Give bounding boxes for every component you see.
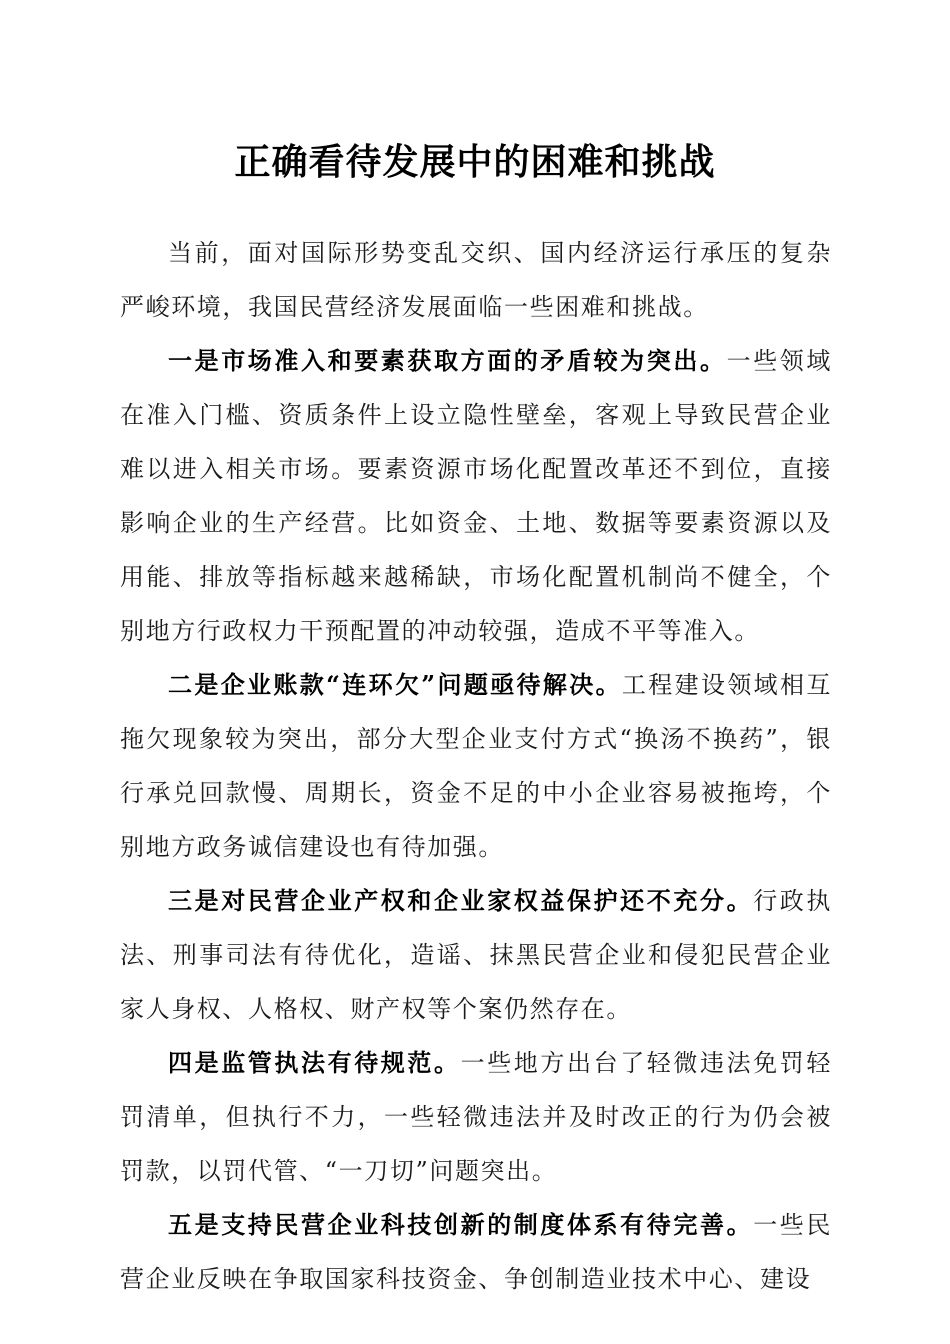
paragraph-1	[120, 334, 832, 658]
intro-paragraph: 当前，面对国际形势变乱交织、国内经济运行承压的复杂严峻环境，我国民营经济发展面临一些困难和挑战。	[120, 239, 832, 321]
paragraph-2-body: 工程建设领域相互拖欠现象较为突出，部分大型企业支付方式“换汤不换药”，银行承兑回款慢、周期长，资金不足的中小企业容易被拖垮，个别地方政务诚信建设也有待加强。	[120, 671, 832, 861]
paragraph-1-lead: 一是市场准入和要素获取方面的矛盾较为突出。	[168, 346, 727, 375]
paragraph-5	[120, 1198, 832, 1306]
document-title: 正确看待发展中的困难和挑战	[234, 141, 716, 183]
paragraph-1-body: 一些领域在准入门槛、资质条件上设立隐性壁垒，客观上导致民营企业难以进入相关市场。要素资源市场化配置改革还不到位，直接影响企业的生产经营。比如资金、土地、数据等要素资源以及用能、排放等指标越来越稀缺，市场化配置机制尚不健全，个别地方行政权力干预配置的冲动较强，造成不平等准入。	[120, 347, 832, 645]
paragraph-3-body: 行政执法、刑事司法有待优化，造谣、抹黑民营企业和侵犯民营企业家人身权、人格权、财产权等个案仍然存在。	[120, 887, 832, 1023]
paragraph-4-body: 一些地方出台了轻微违法免罚轻罚清单，但执行不力，一些轻微违法并及时改正的行为仍会被罚款，以罚代管、“一刀切”问题突出。	[120, 1049, 832, 1185]
document-body	[120, 226, 832, 1306]
paragraph-5-lead: 五是支持民营企业科技创新的制度体系有待完善。	[168, 1210, 754, 1239]
paragraph-3-lead: 三是对民营企业产权和企业家权益保护还不充分。	[168, 886, 754, 915]
paragraph-5-body: 一些民营企业反映在争取国家科技资金、争创制造业技术中心、建设	[120, 1211, 832, 1293]
paragraph-2-lead: 二是企业账款“连环欠”问题亟待解决。	[168, 670, 622, 699]
paragraph-4	[120, 1036, 832, 1198]
paragraph-3	[120, 874, 832, 1036]
paragraph-4-lead: 四是监管执法有待规范。	[168, 1048, 461, 1077]
paragraph-2	[120, 658, 832, 874]
